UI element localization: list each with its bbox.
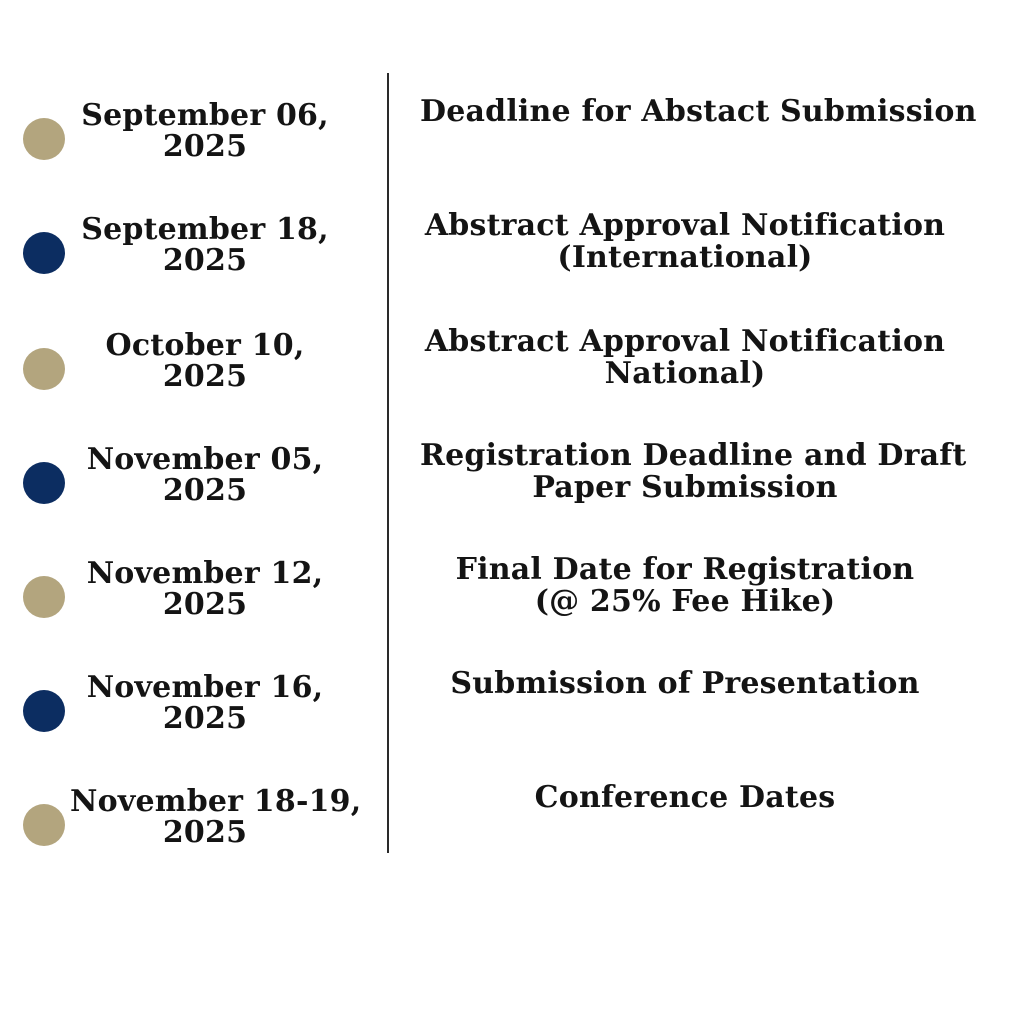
- timeline-row: [0, 780, 1024, 866]
- date-label: November 16, 2025: [86, 670, 324, 736]
- event-label: Abstract Approval Notification (International): [424, 208, 946, 275]
- timeline-row: [0, 324, 1024, 410]
- timeline-row: [0, 208, 1024, 294]
- date-label: November 12, 2025: [86, 556, 324, 622]
- timeline-row: [0, 666, 1024, 752]
- event-label: Final Date for Registration (@ 25% Fee Hike): [455, 552, 915, 619]
- timeline-row: [0, 552, 1024, 638]
- tan-dot-icon: [23, 118, 65, 160]
- event-label: Submission of Presentation: [450, 666, 920, 701]
- tan-dot-icon: [23, 804, 65, 846]
- navy-dot-icon: [23, 462, 65, 504]
- event-label: Conference Dates: [534, 780, 836, 815]
- date-label: October 10, 2025: [105, 328, 305, 394]
- date-label: November 18-19, 2025: [70, 784, 362, 850]
- timeline-row: [0, 438, 1024, 524]
- date-label: September 18, 2025: [81, 212, 329, 278]
- date-label: September 06, 2025: [81, 98, 329, 164]
- event-label: Deadline for Abstact Submission: [420, 94, 977, 129]
- tan-dot-icon: [23, 348, 65, 390]
- timeline-row: [0, 94, 1024, 180]
- event-label: Abstract Approval Notification National): [424, 324, 946, 391]
- event-label: Registration Deadline and Draft Paper Submission: [420, 438, 967, 505]
- navy-dot-icon: [23, 690, 65, 732]
- tan-dot-icon: [23, 576, 65, 618]
- date-label: November 05, 2025: [86, 442, 324, 508]
- navy-dot-icon: [23, 232, 65, 274]
